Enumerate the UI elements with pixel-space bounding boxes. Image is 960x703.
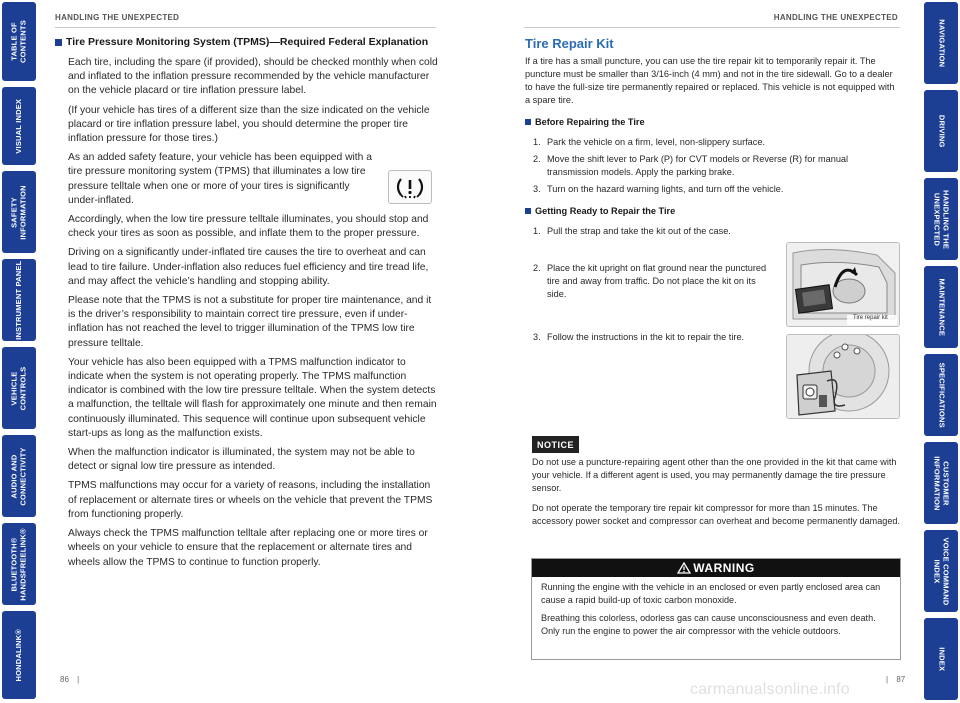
tpms-body bbox=[55, 56, 438, 570]
tab-vehicle-controls[interactable] bbox=[2, 347, 36, 429]
right-section-tabs bbox=[922, 0, 960, 703]
tab-label: BLUETOOTH® HANDSFREELINK® bbox=[9, 527, 27, 601]
warning-body bbox=[532, 577, 900, 638]
left-section-tabs bbox=[0, 0, 38, 703]
tab-audio-connectivity[interactable] bbox=[2, 435, 36, 517]
before-repair-heading-text: Before Repairing the Tire bbox=[535, 117, 645, 127]
step-number: 1. bbox=[533, 226, 541, 236]
warning-header bbox=[532, 559, 900, 577]
step-number: 3. bbox=[533, 184, 541, 194]
heading-marker bbox=[525, 208, 531, 214]
step-number: 2. bbox=[533, 154, 541, 164]
getting-ready-heading bbox=[525, 206, 900, 216]
notice-paragraph: Do not operate the temporary tire repair kit compressor for more than 15 minutes. The accessory power socket and compressor can overheat and become permanently damaged. bbox=[532, 502, 900, 526]
tpms-paragraph: Please note that the TPMS is not a substitute for proper tire maintenance, and it is the driver’s responsibility to maintain correct tire pressure, even if under-inflation has not reached the level to trigger illumination of the TPMS low tire pressure telltale. bbox=[68, 295, 432, 349]
tpms-paragraph: Your vehicle has also been equipped with a TPMS malfunction indicator to indicate when the system is not operating properly. The TPMS malfunction indicator is combined with the low tire pressure telltale. When the system detects a malfunction, the telltale will flash for approximately one minute and then remain continuously illuminated. This sequence will continue upon subsequent vehicle start-ups as long as the malfunction exists. bbox=[68, 356, 437, 439]
step-number: 3. bbox=[533, 332, 541, 342]
tire-repair-kit-title: Tire Repair Kit bbox=[525, 36, 614, 51]
list-item bbox=[533, 225, 773, 238]
tpms-heading bbox=[55, 36, 438, 48]
tab-customer-information[interactable] bbox=[924, 442, 958, 524]
header-rule-left bbox=[55, 27, 436, 28]
notice-label: NOTICE bbox=[532, 436, 579, 453]
tab-safety-information[interactable] bbox=[2, 171, 36, 253]
getting-ready-steps bbox=[533, 225, 773, 344]
trunk-drawing bbox=[787, 243, 899, 326]
heading-marker bbox=[55, 39, 62, 46]
left-page bbox=[55, 36, 438, 575]
warning-box bbox=[531, 558, 901, 660]
tpms-warning-icon bbox=[388, 170, 432, 204]
step-number: 1. bbox=[533, 137, 541, 147]
notice-paragraph: Do not use a puncture-repairing agent other than the one provided in the kit that came with your vehicle. If a different agent is used, you may permanently damage the tire pressure sensor. bbox=[532, 457, 897, 494]
compressor-drawing bbox=[787, 335, 899, 418]
running-head-right: HANDLING THE UNEXPECTED bbox=[773, 13, 898, 22]
step-text: Pull the strap and take the kit out of the case. bbox=[547, 226, 731, 236]
tab-bluetooth-handsfreelink[interactable] bbox=[2, 523, 36, 605]
tab-handling-the-unexpected[interactable] bbox=[924, 178, 958, 260]
tab-hondalink[interactable] bbox=[2, 611, 36, 699]
tab-table-of-contents[interactable] bbox=[2, 2, 36, 81]
step-text: Move the shift lever to Park (P) for CVT models or Reverse (R) for manual transmission models. Apply the parking brake. bbox=[547, 154, 849, 177]
page-number: 87 bbox=[896, 675, 906, 684]
tpms-heading-text: Tire Pressure Monitoring System (TPMS)—Required Federal Explanation bbox=[66, 36, 429, 48]
tpms-paragraph: (If your vehicle has tires of a different size than the size indicated on the vehicle placard or tire inflation pressure label, you should determine the proper tire inflation pressure for those tires.) bbox=[68, 104, 430, 145]
list-item bbox=[533, 331, 773, 344]
tab-label: SAFETY INFORMATION bbox=[9, 184, 27, 240]
tab-index[interactable] bbox=[924, 618, 958, 700]
tpms-paragraph: Each tire, including the spare (if provided), should be checked monthly when cold and inflated to the inflation pressure recommended by the vehicle manufacturer on the vehicle placard or tire inflation pressure label. bbox=[68, 57, 438, 97]
list-item bbox=[533, 183, 900, 196]
tab-label: VOICE COMMAND INDEX bbox=[933, 536, 951, 606]
running-head-left: HANDLING THE UNEXPECTED bbox=[55, 13, 180, 22]
tab-driving[interactable] bbox=[924, 90, 958, 172]
tab-label: MAINTENANCE bbox=[937, 278, 947, 336]
tpms-paragraph: Accordingly, when the low tire pressure telltale illuminates, you should stop and check your tires as soon as possible, and inflate them to the proper pressure. bbox=[68, 214, 429, 240]
compressor-kit-illustration bbox=[786, 334, 900, 419]
tpms-paragraph: TPMS malfunctions may occur for a variety of reasons, including the installation of replacement or alternate tires or wheels on the vehicle that prevent the TPMS from functioning properly. bbox=[68, 480, 433, 520]
tab-specifications[interactable] bbox=[924, 354, 958, 436]
list-item bbox=[533, 136, 900, 149]
tab-label: SPECIFICATIONS bbox=[937, 362, 947, 428]
folio-divider: | bbox=[886, 675, 889, 684]
watermark: carmanualsonline.info bbox=[690, 681, 850, 698]
tab-label: TABLE OF CONTENTS bbox=[9, 20, 27, 63]
tpms-paragraph: When the malfunction indicator is illuminated, the system may not be able to detect or signal low tire pressure as intended. bbox=[68, 447, 415, 473]
warning-paragraph: Running the engine with the vehicle in an enclosed or even partly enclosed area can cause a rapid build-up of toxic carbon monoxide. bbox=[541, 582, 881, 605]
before-repair-steps bbox=[533, 136, 900, 196]
tab-visual-index[interactable] bbox=[2, 87, 36, 165]
tab-voice-command-index[interactable] bbox=[924, 530, 958, 612]
list-item bbox=[533, 262, 773, 301]
heading-marker bbox=[525, 119, 531, 125]
tab-navigation[interactable] bbox=[924, 2, 958, 84]
tab-label: DRIVING bbox=[937, 114, 947, 148]
step-text: Follow the instructions in the kit to repair the tire. bbox=[547, 332, 745, 342]
tab-label: VISUAL INDEX bbox=[13, 98, 23, 154]
tab-label: HONDALINK® bbox=[13, 628, 23, 682]
getting-ready-heading-text: Getting Ready to Repair the Tire bbox=[535, 206, 676, 216]
before-repair-heading bbox=[525, 117, 900, 127]
step-number: 2. bbox=[533, 263, 541, 273]
page-number-left bbox=[60, 675, 79, 684]
tab-label: VEHICLE CONTROLS bbox=[9, 366, 27, 410]
notice-body bbox=[532, 456, 900, 534]
tpms-icon-graphic bbox=[395, 175, 425, 199]
tab-instrument-panel[interactable] bbox=[2, 259, 36, 341]
tab-label: INDEX bbox=[937, 647, 947, 671]
tab-label: AUDIO AND CONNECTIVITY bbox=[9, 446, 27, 506]
step-text: Park the vehicle on a firm, level, non-slippery surface. bbox=[547, 137, 766, 147]
warning-paragraph: Breathing this colorless, odorless gas can cause unconsciousness and even death. Only run the engine to power the air compressor with the vehicle outdoors. bbox=[541, 613, 876, 636]
tab-label: INSTRUMENT PANEL bbox=[13, 260, 23, 340]
step-text: Place the kit upright on flat ground near the punctured tire and away from traffic. Do not place the kit on its side. bbox=[547, 263, 767, 299]
folio-divider: | bbox=[77, 675, 80, 684]
tab-label: HANDLING THE UNEXPECTED bbox=[933, 189, 951, 249]
step-text: Turn on the hazard warning lights, and turn off the vehicle. bbox=[547, 184, 784, 194]
tpms-paragraph: Driving on a significantly under-inflated tire causes the tire to overheat and can lead to tire failure. Under-inflation also reduces fuel efficiency and tire tread life, and may affect the vehicle’s handling and stopping ability. bbox=[68, 247, 429, 287]
trunk-kit-illustration bbox=[786, 242, 900, 327]
list-item bbox=[533, 153, 900, 179]
page-number: 86 bbox=[60, 675, 69, 684]
tab-label: CUSTOMER INFORMATION bbox=[933, 455, 951, 511]
header-rule-right bbox=[524, 27, 900, 28]
warning-triangle-icon bbox=[677, 562, 691, 574]
image-caption: Tire repair kit bbox=[853, 315, 888, 321]
tab-label: NAVIGATION bbox=[937, 19, 947, 67]
tire-repair-intro: If a tire has a small puncture, you can use the tire repair kit to temporarily repair it. The puncture must be smaller than 3/16-inch (4 mm) and not in the tire sidewall. Go to a dealer to have the full-size tire permanently repaired or replaced. This vehicle is not equipped with a spare tire. bbox=[525, 56, 895, 105]
tpms-paragraph: Always check the TPMS malfunction telltale after replacing one or more tires or wheels on your vehicle to ensure that the replacement or alternate tires and wheels allow the TPMS to continue to function properly. bbox=[68, 528, 428, 568]
tab-maintenance[interactable] bbox=[924, 266, 958, 348]
page-number-right bbox=[886, 675, 905, 684]
warning-label: WARNING bbox=[693, 561, 755, 575]
tpms-paragraph: As an added safety feature, your vehicle has been equipped with a tire pressure monitoring system (TPMS) that illuminates a low tire pressure telltale when one or more of your tires is significantly under-inflated. bbox=[68, 152, 372, 206]
